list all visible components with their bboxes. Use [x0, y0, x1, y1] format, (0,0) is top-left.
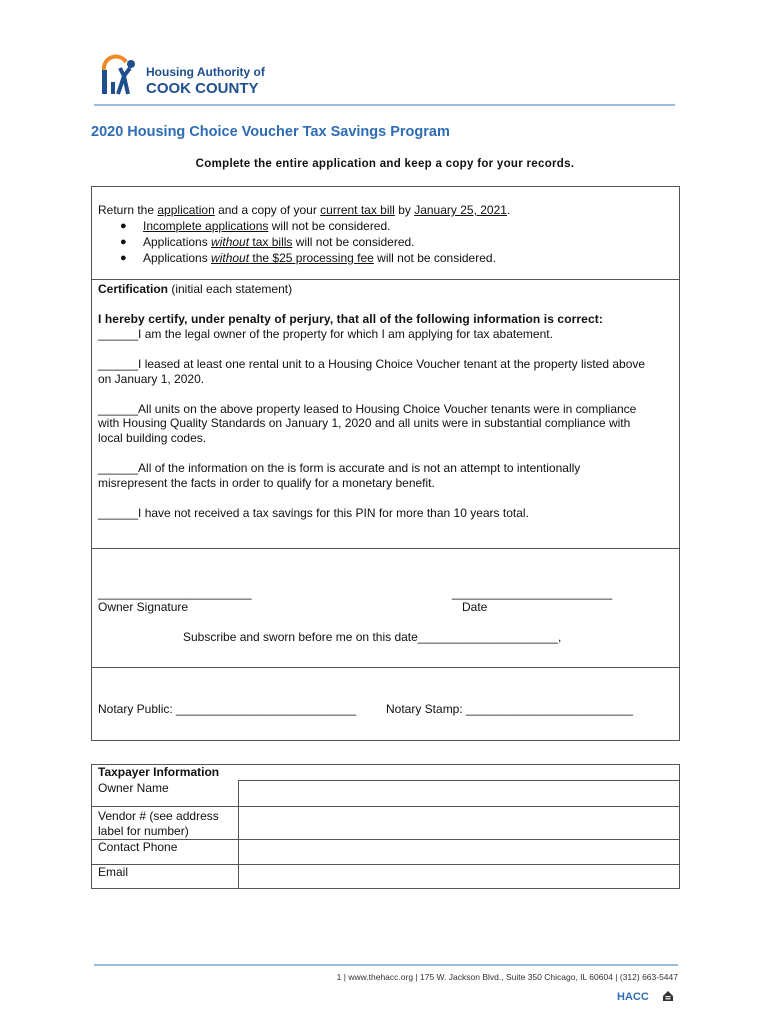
bullet-icon: ●	[120, 220, 127, 232]
page-title: 2020 Housing Choice Voucher Tax Savings Program	[91, 124, 450, 140]
page-subtitle: Complete the entire application and keep a copy for your records.	[195, 158, 575, 170]
contact-phone-label: Contact Phone	[92, 840, 239, 865]
statement-leased-line1: ______I leased at least one rental unit to a Housing Choice Voucher tenant at the property listed above	[98, 357, 646, 371]
footer-logo: HACC	[617, 991, 649, 1003]
owner-name-label: Owner Name	[92, 781, 239, 807]
vendor-input[interactable]	[239, 807, 680, 840]
statement-compliance-line3: local building codes.	[98, 431, 207, 445]
deadline-date: January 25, 2021	[414, 203, 507, 217]
org-logo-text	[146, 66, 265, 96]
header-rule	[94, 104, 675, 106]
owner-signature-line[interactable]: _______________________	[98, 586, 252, 600]
org-name-line1: Housing Authority of	[146, 65, 265, 79]
contact-phone-input[interactable]	[239, 840, 680, 865]
certify-statement: I hereby certify, under penalty of perjury, that all of the following information is correct:	[98, 312, 603, 326]
bullet-incomplete: Incomplete applications will not be considered.	[143, 219, 391, 233]
bullet-no-tax-bills: Applications without tax bills will not be considered.	[143, 235, 415, 249]
hacc-logo-icon	[98, 52, 140, 96]
owner-signature-label: Owner Signature	[98, 600, 189, 614]
return-instructions: Return the application and a copy of your current tax bill by January 25, 2021.	[98, 203, 511, 217]
notary-stamp-field[interactable]: Notary Stamp: _________________________	[386, 702, 633, 716]
bullet-icon: ●	[120, 252, 127, 264]
owner-name-input[interactable]	[239, 781, 680, 807]
divider-instructions	[91, 279, 680, 280]
taxpayer-heading: Taxpayer Information	[92, 765, 680, 781]
divider-signature	[91, 667, 680, 668]
statement-owner: ______I am the legal owner of the property for which I am applying for tax abatement.	[98, 327, 553, 341]
vendor-label: Vendor # (see address label for number)	[92, 807, 239, 840]
sworn-statement[interactable]: Subscribe and sworn before me on this date_____________________,	[183, 630, 562, 644]
bullet-no-fee: Applications without the $25 processing fee will not be considered.	[143, 251, 496, 265]
email-input[interactable]	[239, 865, 680, 889]
statement-compliance-line2: with Housing Quality Standards on January 1, 2020 and all units were in substantial compliance with	[98, 416, 631, 430]
notary-public-field[interactable]: Notary Public: ___________________________	[98, 702, 357, 716]
statement-leased-line2: on January 1, 2020.	[98, 372, 205, 386]
org-name-line2: COOK COUNTY	[146, 80, 259, 97]
footer-rule	[94, 964, 678, 966]
certification-heading: Certification (initial each statement)	[98, 282, 293, 296]
bullet-icon: ●	[120, 236, 127, 248]
date-label: Date	[462, 600, 488, 614]
equal-housing-icon	[662, 990, 674, 1002]
statement-pin: ______I have not received a tax savings for this PIN for more than 10 years total.	[98, 506, 529, 520]
statement-compliance-line1: ______All units on the above property leased to Housing Choice Voucher tenants were in compliance	[98, 402, 637, 416]
tax-bill-text: current tax bill	[320, 203, 395, 217]
statement-accurate-line1: ______All of the information on the is form is accurate and is not an attempt to intentionally	[98, 461, 581, 475]
statement-accurate-line2: misrepresent the facts in order to qualify for a monetary benefit.	[98, 476, 435, 490]
application-text: application	[157, 203, 215, 217]
date-line[interactable]: ________________________	[452, 586, 613, 600]
taxpayer-info-table	[91, 764, 680, 889]
divider-certification	[91, 548, 680, 549]
footer-contact: 1 | www.thehacc.org | 175 W. Jackson Blvd., Suite 350 Chicago, IL 60604 | (312) 663-5447	[336, 972, 678, 982]
email-label: Email	[92, 865, 239, 889]
